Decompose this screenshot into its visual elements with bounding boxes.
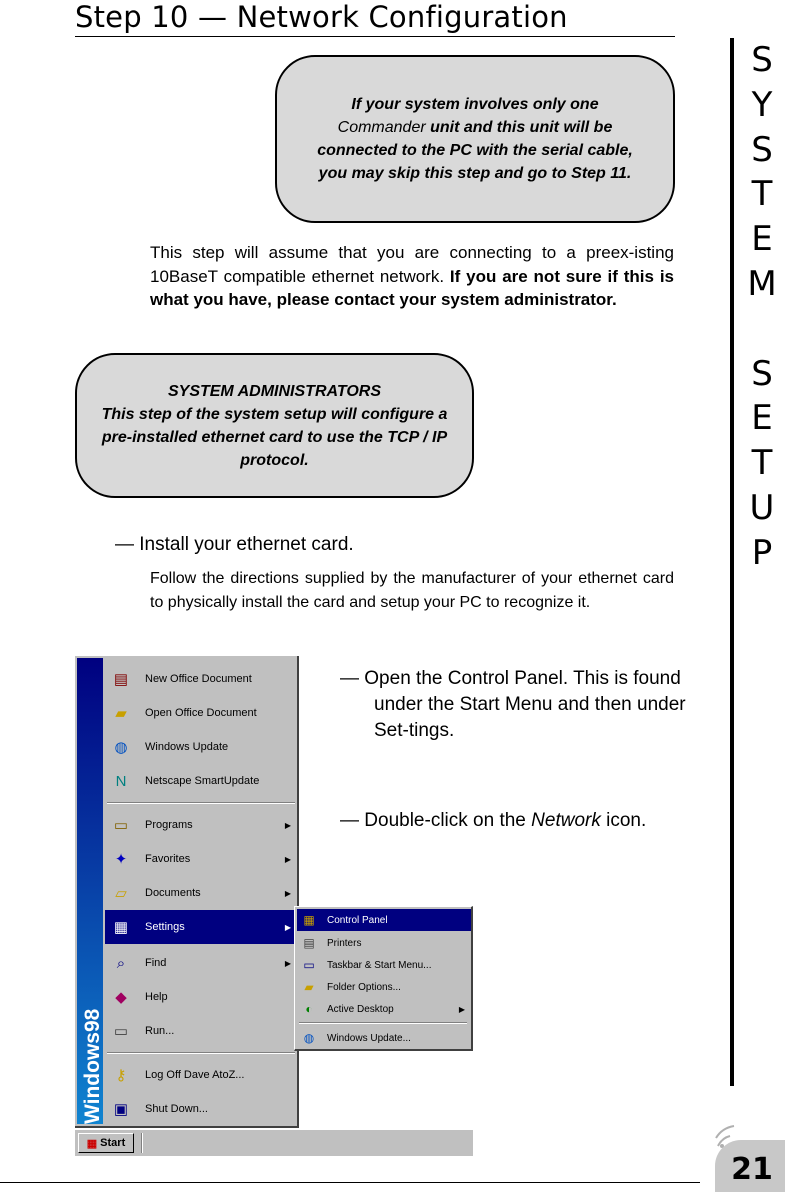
shutdown-icon: ▣ — [113, 1101, 129, 1118]
intro-bold-text: If you are not sure if this is what you have, please contact your system administrator. — [150, 266, 674, 309]
menu-item-label: Find — [145, 957, 167, 969]
favorites-icon: ✦ — [114, 851, 128, 868]
submenu-arrow-icon: ▶ — [284, 820, 291, 830]
start-menu-item[interactable] — [105, 696, 297, 730]
step-install-card: — Install your ethernet card. — [115, 534, 354, 555]
side-title-letter: T — [751, 174, 773, 215]
side-title-letter: E — [751, 398, 773, 439]
submenu-item-label: Taskbar & Start Menu... — [327, 959, 432, 971]
admin-note-box — [75, 353, 474, 498]
open-folder-icon: ▰ — [115, 705, 127, 722]
side-title-letter: P — [751, 532, 773, 573]
side-title-letter: T — [751, 443, 773, 484]
submenu-separator — [299, 1022, 467, 1024]
side-title-letter: U — [749, 487, 775, 528]
side-title-letter: S — [751, 353, 773, 394]
start-menu-item[interactable] — [105, 910, 297, 944]
start-button[interactable] — [78, 1133, 134, 1153]
start-menu — [75, 656, 299, 1128]
network-word: Network — [531, 810, 601, 831]
active-desktop-icon: ◐ — [305, 1002, 313, 1016]
folder-options-icon: ▰ — [304, 980, 314, 994]
settings-submenu-item[interactable] — [297, 976, 471, 998]
windows-update-icon: ◍ — [303, 1031, 315, 1045]
note-commander: Commander — [337, 119, 426, 136]
start-menu-item[interactable] — [105, 980, 297, 1014]
menu-item-label: Favorites — [145, 853, 191, 865]
help-icon: ◆ — [115, 989, 127, 1006]
submenu-item-label: Active Desktop — [327, 1003, 394, 1015]
start-menu-item[interactable] — [105, 842, 297, 876]
menu-item-label: Run... — [145, 1025, 175, 1037]
submenu-item-label: Windows Update... — [327, 1032, 411, 1044]
dbl-suffix: icon. — [606, 810, 647, 831]
start-label: Start — [100, 1137, 126, 1149]
dbl-prefix: — Double-click on the — [340, 810, 526, 831]
windows-logo-icon: ▦ — [86, 1137, 98, 1150]
submenu-arrow-icon: ▶ — [284, 922, 291, 932]
intro-paragraph — [150, 241, 674, 312]
submenu-item-label: Printers — [327, 937, 362, 949]
menu-separator — [107, 1052, 295, 1054]
footer-rule — [0, 1182, 700, 1183]
menu-separator — [107, 802, 295, 804]
section-side-title — [742, 38, 782, 576]
title-divider — [75, 36, 675, 37]
page-title: Step 10 — Network Configuration — [75, 0, 568, 34]
printer-icon: ▤ — [303, 936, 315, 950]
side-title-letter — [742, 307, 782, 352]
settings-submenu-item[interactable] — [297, 998, 471, 1020]
menu-item-label: Help — [145, 991, 168, 1003]
submenu-item-label: Folder Options... — [327, 981, 401, 993]
side-title-letter: S — [751, 40, 773, 80]
os-banner — [77, 658, 103, 1124]
settings-submenu-item[interactable] — [297, 1027, 471, 1049]
programs-icon: ▭ — [113, 817, 129, 834]
start-menu-item[interactable] — [105, 730, 297, 764]
menu-item-label: New Office Document — [145, 673, 252, 685]
menu-item-label: Log Off Dave AtoZ... — [145, 1069, 245, 1081]
logoff-icon: ⚷ — [115, 1067, 127, 1084]
control-panel-icon: ▦ — [303, 913, 315, 927]
start-menu-item[interactable] — [105, 946, 297, 980]
taskbar-icon: ▭ — [303, 958, 315, 972]
submenu-arrow-icon: ▶ — [284, 854, 291, 864]
menu-item-label: Open Office Document — [145, 707, 257, 719]
submenu-arrow-icon: ▶ — [458, 1004, 465, 1014]
start-menu-item[interactable] — [105, 662, 297, 696]
settings-submenu — [294, 906, 473, 1051]
start-menu-screenshot — [75, 656, 473, 1156]
side-title-letter: Y — [751, 84, 773, 125]
menu-item-label: Shut Down... — [145, 1103, 208, 1115]
page-number: 21 — [731, 1152, 773, 1187]
start-menu-item[interactable] — [105, 876, 297, 910]
submenu-arrow-icon: ▶ — [284, 888, 291, 898]
menu-item-label: Programs — [145, 819, 193, 831]
start-menu-item[interactable] — [105, 764, 297, 798]
documents-icon: ▱ — [115, 885, 127, 902]
intro-text: This step will assume that you are connecting to a preex-isting 10BaseT compatible ethernet network. — [150, 243, 674, 286]
start-menu-item[interactable] — [105, 1014, 297, 1048]
menu-item-label: Windows Update — [145, 741, 229, 753]
taskbar-divider — [141, 1133, 143, 1153]
settings-submenu-item[interactable] — [297, 932, 471, 954]
netscape-icon: N — [115, 772, 127, 790]
start-menu-item[interactable] — [105, 1058, 297, 1092]
start-menu-item[interactable] — [105, 1092, 297, 1126]
side-title-letter: E — [751, 219, 773, 260]
skip-note-box — [275, 55, 675, 223]
side-title-letter: M — [747, 263, 777, 304]
globe-icon: ◍ — [114, 739, 128, 756]
settings-submenu-item[interactable] — [297, 954, 471, 976]
settings-submenu-item[interactable] — [297, 909, 471, 931]
side-title-letter: S — [751, 129, 773, 170]
os-banner-text: Windows98 — [81, 1008, 104, 1124]
menu-item-label: Netscape SmartUpdate — [145, 775, 260, 787]
menu-item-label: Settings — [145, 921, 185, 933]
note-text-2: unit and this unit will be connected to the PC with the serial cable, you may skip this step and go to Step 11. — [317, 119, 633, 182]
admin-heading: SYSTEM ADMINISTRATORS — [167, 382, 382, 400]
submenu-arrow-icon: ▶ — [284, 958, 291, 968]
run-icon: ▭ — [113, 1023, 129, 1040]
install-detail: Follow the directions supplied by the manufacturer of your ethernet card to physically install the card and setup your PC to recognize it. — [150, 570, 674, 611]
submenu-item-label: Control Panel — [327, 914, 388, 926]
note-text-1: If your system involves only one — [351, 96, 599, 113]
menu-item-label: Documents — [145, 887, 201, 899]
step-open-control-panel: — Open the Control Panel. This is found under the Start Menu and then under Set-tings. — [340, 668, 686, 741]
taskbar — [75, 1128, 473, 1156]
side-divider — [730, 38, 734, 1086]
office-doc-icon: ▤ — [113, 671, 129, 688]
settings-icon: ▦ — [113, 919, 129, 936]
admin-text: This step of the system setup will configure a pre-installed ethernet card to use the TCP / IP protocol. — [101, 405, 448, 469]
start-menu-item[interactable] — [105, 808, 297, 842]
find-icon: ⌕ — [116, 954, 126, 972]
